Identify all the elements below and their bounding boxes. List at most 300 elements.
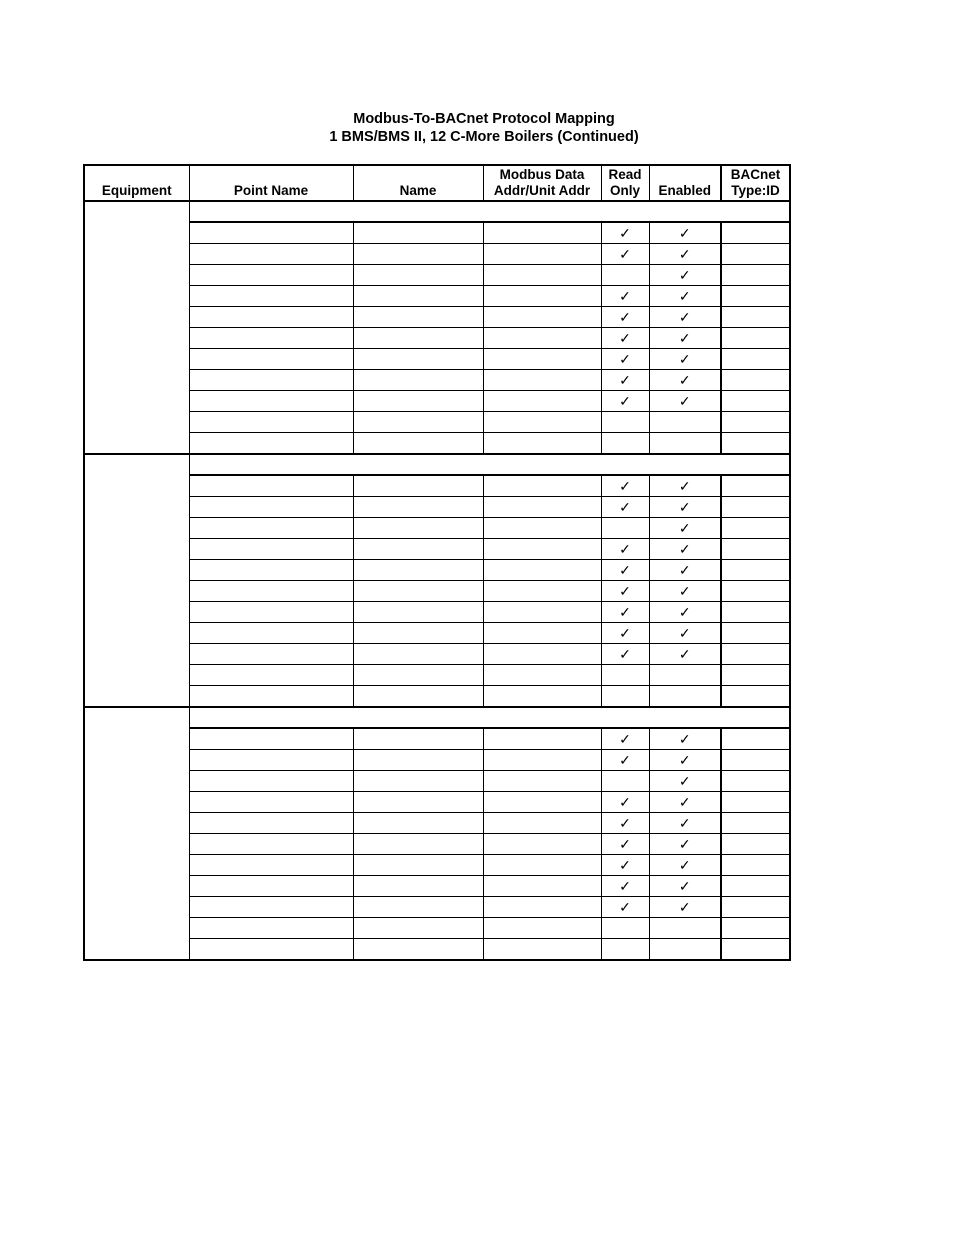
name-cell bbox=[353, 771, 483, 792]
table-row bbox=[84, 244, 790, 265]
modbus-addr-cell bbox=[483, 328, 601, 349]
checkmark-icon: ✓ bbox=[678, 835, 691, 852]
bacnet-type-cell bbox=[721, 750, 790, 771]
point-name-cell bbox=[189, 813, 353, 834]
checkmark-icon: ✓ bbox=[619, 582, 631, 599]
read-only-cell bbox=[601, 328, 649, 349]
header-read-line-1: Read bbox=[608, 167, 642, 182]
enabled-cell bbox=[649, 286, 721, 307]
checkmark-icon: ✓ bbox=[619, 498, 631, 515]
modbus-addr-cell bbox=[483, 602, 601, 623]
name-cell bbox=[353, 728, 483, 750]
table-row bbox=[84, 813, 790, 834]
enabled-cell bbox=[649, 497, 721, 518]
modbus-addr-cell bbox=[483, 728, 601, 750]
header-point-name: Point Name bbox=[189, 165, 353, 201]
read-only-cell bbox=[601, 834, 649, 855]
modbus-addr-cell bbox=[483, 433, 601, 455]
enabled-cell bbox=[649, 222, 721, 244]
checkmark-icon: ✓ bbox=[619, 392, 631, 409]
point-name-cell bbox=[189, 876, 353, 897]
read-only-cell bbox=[601, 644, 649, 665]
enabled-cell bbox=[649, 897, 721, 918]
read-only-cell bbox=[601, 623, 649, 644]
name-cell bbox=[353, 539, 483, 560]
table-body bbox=[84, 201, 790, 960]
point-name-cell bbox=[189, 560, 353, 581]
bacnet-type-cell bbox=[721, 560, 790, 581]
bacnet-type-cell bbox=[721, 328, 790, 349]
table-row bbox=[84, 792, 790, 813]
modbus-addr-cell bbox=[483, 391, 601, 412]
read-only-cell bbox=[601, 560, 649, 581]
name-cell bbox=[353, 813, 483, 834]
read-only-cell bbox=[601, 665, 649, 686]
checkmark-icon: ✓ bbox=[619, 540, 631, 557]
bacnet-type-cell bbox=[721, 728, 790, 750]
point-name-cell bbox=[189, 370, 353, 391]
read-only-cell bbox=[601, 497, 649, 518]
table-row bbox=[84, 581, 790, 602]
name-cell bbox=[353, 665, 483, 686]
table-row bbox=[84, 370, 790, 391]
bacnet-type-cell bbox=[721, 370, 790, 391]
modbus-addr-cell bbox=[483, 412, 601, 433]
enabled-cell bbox=[649, 855, 721, 876]
point-name-cell bbox=[189, 918, 353, 939]
bacnet-type-cell bbox=[721, 771, 790, 792]
name-cell bbox=[353, 497, 483, 518]
modbus-addr-cell bbox=[483, 855, 601, 876]
checkmark-icon: ✓ bbox=[619, 814, 631, 831]
enabled-cell bbox=[649, 560, 721, 581]
enabled-cell bbox=[649, 328, 721, 349]
group-spacer-cell bbox=[189, 201, 790, 222]
checkmark-icon: ✓ bbox=[678, 877, 691, 894]
point-name-cell bbox=[189, 728, 353, 750]
bacnet-type-cell bbox=[721, 939, 790, 961]
checkmark-icon: ✓ bbox=[619, 350, 631, 367]
title-line-2: 1 BMS/BMS II, 12 C-More Boilers (Continued) bbox=[329, 129, 639, 145]
bacnet-type-cell bbox=[721, 412, 790, 433]
table-row bbox=[84, 855, 790, 876]
modbus-addr-cell bbox=[483, 265, 601, 286]
group-spacer-row bbox=[84, 201, 790, 222]
enabled-cell bbox=[649, 581, 721, 602]
enabled-cell bbox=[649, 412, 721, 433]
group-spacer-cell bbox=[189, 454, 790, 475]
point-name-cell bbox=[189, 665, 353, 686]
checkmark-icon: ✓ bbox=[678, 308, 691, 325]
header-enabled: Enabled bbox=[649, 165, 721, 201]
bacnet-type-cell bbox=[721, 792, 790, 813]
checkmark-icon: ✓ bbox=[678, 350, 691, 367]
header-row bbox=[84, 165, 790, 201]
table-row bbox=[84, 433, 790, 455]
read-only-cell bbox=[601, 686, 649, 708]
modbus-addr-cell bbox=[483, 644, 601, 665]
modbus-addr-cell bbox=[483, 349, 601, 370]
enabled-cell bbox=[649, 665, 721, 686]
checkmark-icon: ✓ bbox=[678, 582, 691, 599]
checkmark-icon: ✓ bbox=[678, 224, 691, 241]
table-row bbox=[84, 265, 790, 286]
modbus-addr-cell bbox=[483, 222, 601, 244]
checkmark-icon: ✓ bbox=[678, 772, 691, 789]
enabled-cell bbox=[649, 349, 721, 370]
group-spacer-row bbox=[84, 454, 790, 475]
table-row bbox=[84, 897, 790, 918]
table-row bbox=[84, 623, 790, 644]
header-modbus-line-1: Modbus Data bbox=[499, 167, 585, 182]
bacnet-type-cell bbox=[721, 623, 790, 644]
table-row bbox=[84, 750, 790, 771]
title-line-1: Modbus-To-BACnet Protocol Mapping bbox=[353, 111, 615, 127]
checkmark-icon: ✓ bbox=[678, 561, 691, 578]
checkmark-icon: ✓ bbox=[678, 730, 691, 747]
bacnet-type-cell bbox=[721, 244, 790, 265]
read-only-cell bbox=[601, 265, 649, 286]
point-name-cell bbox=[189, 792, 353, 813]
point-name-cell bbox=[189, 686, 353, 708]
checkmark-icon: ✓ bbox=[678, 751, 691, 768]
bacnet-type-cell bbox=[721, 834, 790, 855]
name-cell bbox=[353, 560, 483, 581]
point-name-cell bbox=[189, 581, 353, 602]
modbus-addr-cell bbox=[483, 475, 601, 497]
point-name-cell bbox=[189, 244, 353, 265]
checkmark-icon: ✓ bbox=[619, 224, 631, 241]
name-cell bbox=[353, 222, 483, 244]
point-name-cell bbox=[189, 771, 353, 792]
read-only-cell bbox=[601, 307, 649, 328]
bacnet-type-cell bbox=[721, 897, 790, 918]
modbus-addr-cell bbox=[483, 560, 601, 581]
name-cell bbox=[353, 286, 483, 307]
modbus-addr-cell bbox=[483, 623, 601, 644]
checkmark-icon: ✓ bbox=[678, 392, 691, 409]
read-only-cell bbox=[601, 792, 649, 813]
modbus-addr-cell bbox=[483, 581, 601, 602]
bacnet-type-cell bbox=[721, 307, 790, 328]
table-row bbox=[84, 391, 790, 412]
checkmark-icon: ✓ bbox=[678, 245, 691, 262]
read-only-cell bbox=[601, 813, 649, 834]
table-row bbox=[84, 222, 790, 244]
read-only-cell bbox=[601, 244, 649, 265]
checkmark-icon: ✓ bbox=[678, 519, 691, 536]
modbus-addr-cell bbox=[483, 539, 601, 560]
table-row bbox=[84, 939, 790, 961]
header-equipment: Equipment bbox=[84, 165, 189, 201]
read-only-cell bbox=[601, 222, 649, 244]
bacnet-type-cell bbox=[721, 265, 790, 286]
read-only-cell bbox=[601, 897, 649, 918]
name-cell bbox=[353, 518, 483, 539]
enabled-cell bbox=[649, 813, 721, 834]
checkmark-icon: ✓ bbox=[619, 287, 631, 304]
enabled-cell bbox=[649, 370, 721, 391]
bacnet-type-cell bbox=[721, 855, 790, 876]
bacnet-type-cell bbox=[721, 665, 790, 686]
modbus-addr-cell bbox=[483, 939, 601, 961]
checkmark-icon: ✓ bbox=[619, 245, 631, 262]
checkmark-icon: ✓ bbox=[678, 477, 691, 494]
read-only-cell bbox=[601, 581, 649, 602]
bacnet-type-cell bbox=[721, 433, 790, 455]
table-row bbox=[84, 539, 790, 560]
point-name-cell bbox=[189, 391, 353, 412]
enabled-cell bbox=[649, 939, 721, 961]
checkmark-icon: ✓ bbox=[678, 329, 691, 346]
modbus-addr-cell bbox=[483, 665, 601, 686]
modbus-addr-cell bbox=[483, 834, 601, 855]
name-cell bbox=[353, 918, 483, 939]
bacnet-type-cell bbox=[721, 918, 790, 939]
protocol-mapping-table bbox=[83, 164, 791, 961]
name-cell bbox=[353, 244, 483, 265]
point-name-cell bbox=[189, 265, 353, 286]
checkmark-icon: ✓ bbox=[678, 898, 691, 915]
table-row bbox=[84, 771, 790, 792]
point-name-cell bbox=[189, 222, 353, 244]
modbus-addr-cell bbox=[483, 244, 601, 265]
header-modbus-addr bbox=[483, 165, 601, 201]
read-only-cell bbox=[601, 475, 649, 497]
bacnet-type-cell bbox=[721, 581, 790, 602]
point-name-cell bbox=[189, 602, 353, 623]
table-row bbox=[84, 412, 790, 433]
equipment-cell bbox=[84, 707, 189, 960]
modbus-addr-cell bbox=[483, 918, 601, 939]
table-row bbox=[84, 518, 790, 539]
name-cell bbox=[353, 897, 483, 918]
enabled-cell bbox=[649, 307, 721, 328]
read-only-cell bbox=[601, 750, 649, 771]
enabled-cell bbox=[649, 391, 721, 412]
bacnet-type-cell bbox=[721, 602, 790, 623]
name-cell bbox=[353, 328, 483, 349]
checkmark-icon: ✓ bbox=[678, 266, 691, 283]
point-name-cell bbox=[189, 939, 353, 961]
table-row bbox=[84, 307, 790, 328]
name-cell bbox=[353, 307, 483, 328]
header-bacnet-line-2: Type:ID bbox=[731, 183, 780, 198]
enabled-cell bbox=[649, 244, 721, 265]
header-read-line-2: Only bbox=[609, 183, 640, 198]
bacnet-type-cell bbox=[721, 349, 790, 370]
point-name-cell bbox=[189, 644, 353, 665]
read-only-cell bbox=[601, 433, 649, 455]
bacnet-type-cell bbox=[721, 286, 790, 307]
checkmark-icon: ✓ bbox=[678, 645, 691, 662]
bacnet-type-cell bbox=[721, 518, 790, 539]
checkmark-icon: ✓ bbox=[619, 751, 631, 768]
table-row bbox=[84, 876, 790, 897]
read-only-cell bbox=[601, 391, 649, 412]
checkmark-icon: ✓ bbox=[619, 624, 631, 641]
point-name-cell bbox=[189, 623, 353, 644]
read-only-cell bbox=[601, 412, 649, 433]
point-name-cell bbox=[189, 349, 353, 370]
enabled-cell bbox=[649, 518, 721, 539]
checkmark-icon: ✓ bbox=[619, 877, 631, 894]
modbus-addr-cell bbox=[483, 307, 601, 328]
enabled-cell bbox=[649, 834, 721, 855]
enabled-cell bbox=[649, 686, 721, 708]
bacnet-type-cell bbox=[721, 391, 790, 412]
group-spacer-cell bbox=[189, 707, 790, 728]
checkmark-icon: ✓ bbox=[678, 814, 691, 831]
name-cell bbox=[353, 581, 483, 602]
read-only-cell bbox=[601, 728, 649, 750]
table-row bbox=[84, 918, 790, 939]
point-name-cell bbox=[189, 497, 353, 518]
modbus-addr-cell bbox=[483, 686, 601, 708]
point-name-cell bbox=[189, 412, 353, 433]
checkmark-icon: ✓ bbox=[678, 287, 691, 304]
modbus-addr-cell bbox=[483, 370, 601, 391]
name-cell bbox=[353, 876, 483, 897]
header-bacnet-type bbox=[721, 165, 790, 201]
bacnet-type-cell bbox=[721, 539, 790, 560]
name-cell bbox=[353, 644, 483, 665]
table-row bbox=[84, 728, 790, 750]
header-read-only bbox=[601, 165, 649, 201]
bacnet-type-cell bbox=[721, 644, 790, 665]
name-cell bbox=[353, 939, 483, 961]
table-row bbox=[84, 286, 790, 307]
read-only-cell bbox=[601, 602, 649, 623]
checkmark-icon: ✓ bbox=[619, 835, 631, 852]
bacnet-type-cell bbox=[721, 497, 790, 518]
point-name-cell bbox=[189, 286, 353, 307]
enabled-cell bbox=[649, 433, 721, 455]
read-only-cell bbox=[601, 518, 649, 539]
name-cell bbox=[353, 855, 483, 876]
name-cell bbox=[353, 792, 483, 813]
equipment-cell bbox=[84, 201, 189, 454]
header-name: Name bbox=[353, 165, 483, 201]
checkmark-icon: ✓ bbox=[619, 793, 631, 810]
name-cell bbox=[353, 265, 483, 286]
checkmark-icon: ✓ bbox=[619, 730, 631, 747]
point-name-cell bbox=[189, 475, 353, 497]
read-only-cell bbox=[601, 539, 649, 560]
name-cell bbox=[353, 750, 483, 771]
checkmark-icon: ✓ bbox=[619, 308, 631, 325]
checkmark-icon: ✓ bbox=[678, 371, 691, 388]
enabled-cell bbox=[649, 644, 721, 665]
modbus-addr-cell bbox=[483, 771, 601, 792]
modbus-addr-cell bbox=[483, 792, 601, 813]
checkmark-icon: ✓ bbox=[619, 603, 631, 620]
read-only-cell bbox=[601, 771, 649, 792]
modbus-addr-cell bbox=[483, 813, 601, 834]
table-row bbox=[84, 665, 790, 686]
enabled-cell bbox=[649, 918, 721, 939]
checkmark-icon: ✓ bbox=[678, 498, 691, 515]
checkmark-icon: ✓ bbox=[619, 898, 631, 915]
enabled-cell bbox=[649, 265, 721, 286]
enabled-cell bbox=[649, 602, 721, 623]
modbus-addr-cell bbox=[483, 518, 601, 539]
checkmark-icon: ✓ bbox=[619, 561, 631, 578]
name-cell bbox=[353, 391, 483, 412]
point-name-cell bbox=[189, 897, 353, 918]
read-only-cell bbox=[601, 918, 649, 939]
point-name-cell bbox=[189, 328, 353, 349]
equipment-cell bbox=[84, 454, 189, 707]
table-row bbox=[84, 644, 790, 665]
table-row bbox=[84, 475, 790, 497]
table-row bbox=[84, 834, 790, 855]
name-cell bbox=[353, 602, 483, 623]
enabled-cell bbox=[649, 728, 721, 750]
checkmark-icon: ✓ bbox=[619, 371, 631, 388]
group-spacer-row bbox=[84, 707, 790, 728]
name-cell bbox=[353, 623, 483, 644]
table-row bbox=[84, 560, 790, 581]
checkmark-icon: ✓ bbox=[678, 624, 691, 641]
enabled-cell bbox=[649, 539, 721, 560]
bacnet-type-cell bbox=[721, 876, 790, 897]
point-name-cell bbox=[189, 539, 353, 560]
read-only-cell bbox=[601, 855, 649, 876]
enabled-cell bbox=[649, 792, 721, 813]
enabled-cell bbox=[649, 876, 721, 897]
read-only-cell bbox=[601, 939, 649, 961]
read-only-cell bbox=[601, 370, 649, 391]
modbus-addr-cell bbox=[483, 497, 601, 518]
bacnet-type-cell bbox=[721, 813, 790, 834]
checkmark-icon: ✓ bbox=[619, 329, 631, 346]
name-cell bbox=[353, 686, 483, 708]
modbus-addr-cell bbox=[483, 750, 601, 771]
table-row bbox=[84, 328, 790, 349]
modbus-addr-cell bbox=[483, 876, 601, 897]
read-only-cell bbox=[601, 876, 649, 897]
document-title bbox=[84, 110, 884, 146]
enabled-cell bbox=[649, 475, 721, 497]
name-cell bbox=[353, 834, 483, 855]
table-row bbox=[84, 686, 790, 708]
bacnet-type-cell bbox=[721, 686, 790, 708]
header-bacnet-line-1: BACnet bbox=[730, 167, 781, 182]
point-name-cell bbox=[189, 433, 353, 455]
modbus-addr-cell bbox=[483, 286, 601, 307]
point-name-cell bbox=[189, 518, 353, 539]
point-name-cell bbox=[189, 834, 353, 855]
name-cell bbox=[353, 433, 483, 455]
read-only-cell bbox=[601, 349, 649, 370]
name-cell bbox=[353, 475, 483, 497]
checkmark-icon: ✓ bbox=[619, 477, 631, 494]
bacnet-type-cell bbox=[721, 222, 790, 244]
checkmark-icon: ✓ bbox=[678, 603, 691, 620]
enabled-cell bbox=[649, 623, 721, 644]
point-name-cell bbox=[189, 750, 353, 771]
checkmark-icon: ✓ bbox=[678, 793, 691, 810]
read-only-cell bbox=[601, 286, 649, 307]
checkmark-icon: ✓ bbox=[619, 856, 631, 873]
table-row bbox=[84, 497, 790, 518]
name-cell bbox=[353, 412, 483, 433]
point-name-cell bbox=[189, 307, 353, 328]
checkmark-icon: ✓ bbox=[678, 540, 691, 557]
table-row bbox=[84, 349, 790, 370]
modbus-addr-cell bbox=[483, 897, 601, 918]
